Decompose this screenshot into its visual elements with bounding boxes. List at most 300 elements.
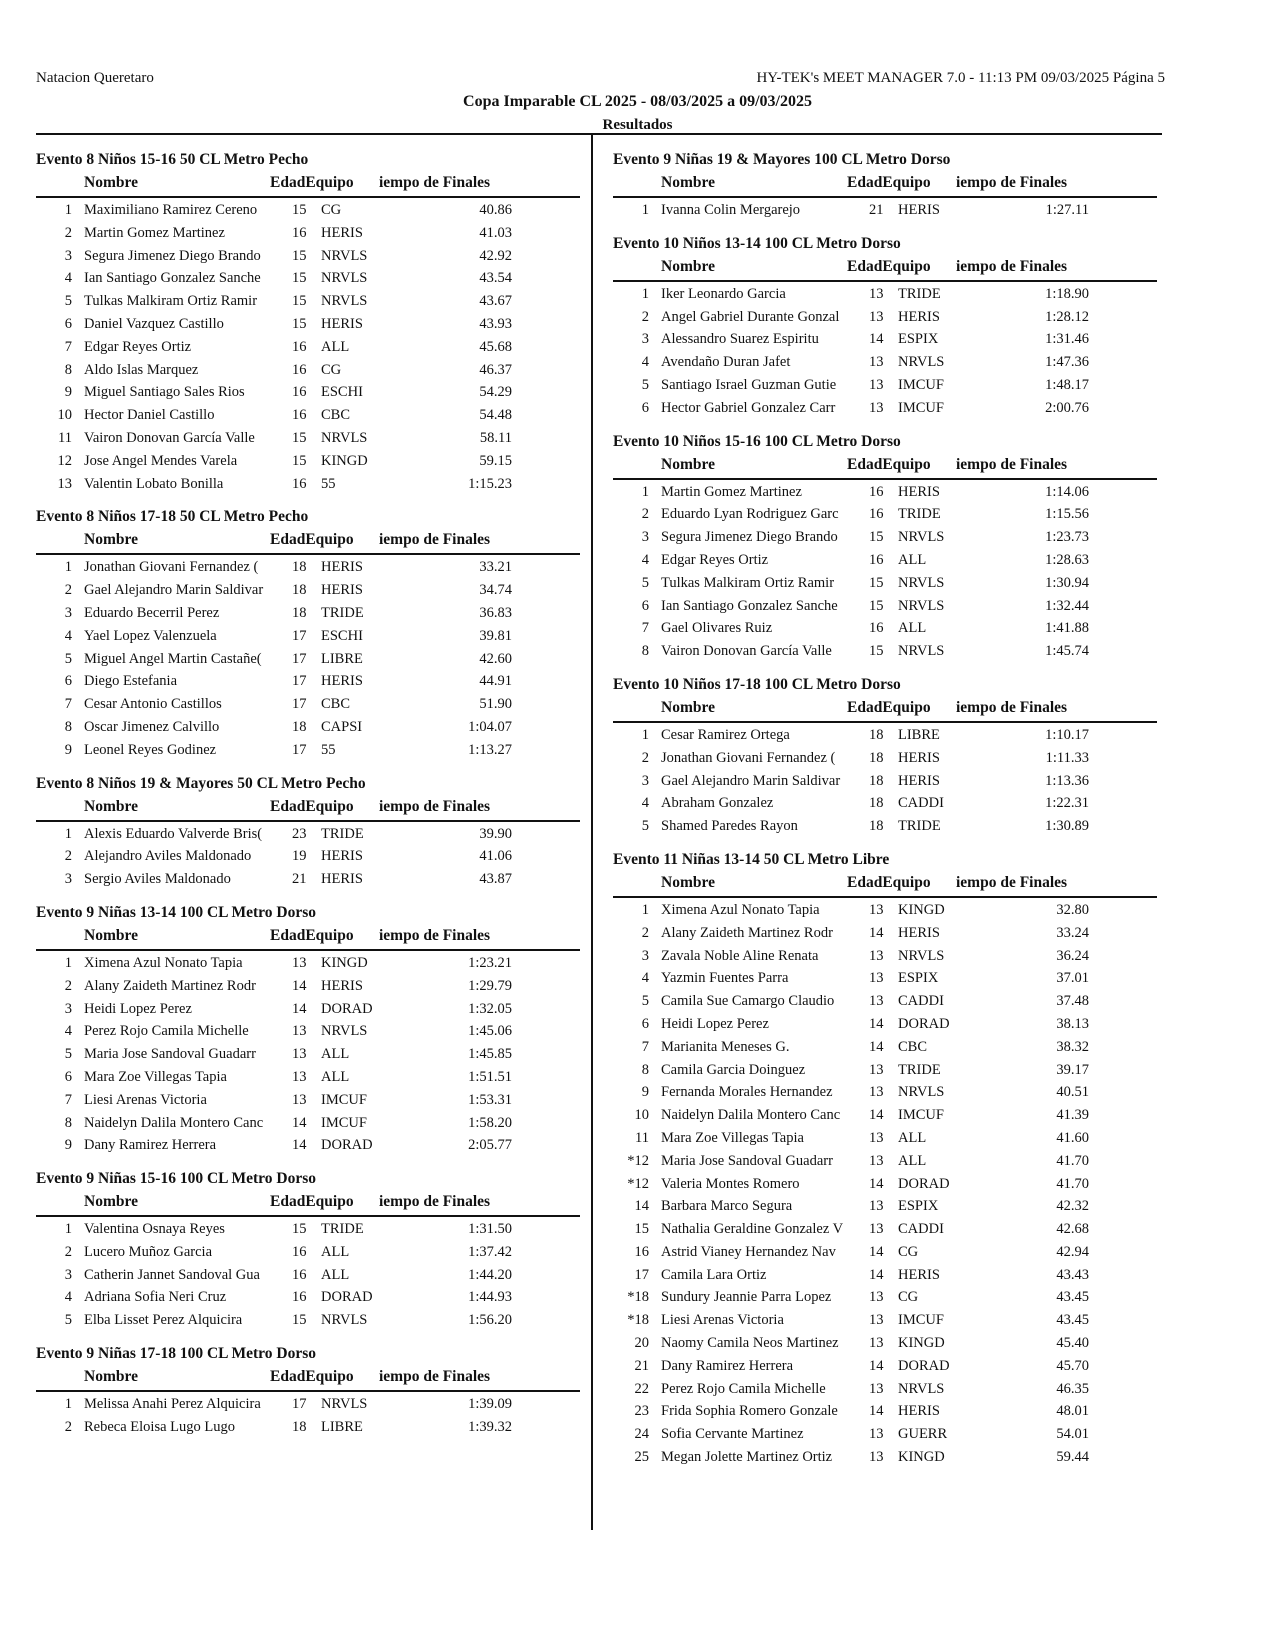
- place: 25: [634, 1449, 649, 1466]
- result-row: [613, 595, 1157, 618]
- team: NRVLS: [321, 1396, 368, 1413]
- final-time: 43.67: [479, 293, 512, 310]
- result-row: [613, 617, 1157, 640]
- age: 13: [869, 970, 884, 987]
- age: 16: [292, 407, 307, 424]
- age: 13: [869, 308, 884, 325]
- swimmer-name: Yazmin Fuentes Parra: [661, 970, 789, 987]
- header-name: Nombre: [661, 257, 715, 275]
- age: 18: [869, 749, 884, 766]
- swimmer-name: Aldo Islas Marquez: [84, 361, 199, 378]
- age: 15: [292, 315, 307, 332]
- place: 10: [634, 1107, 649, 1124]
- age: 21: [292, 871, 307, 888]
- age: 18: [869, 795, 884, 812]
- team: GUERR: [898, 1426, 948, 1443]
- place: 4: [64, 627, 72, 644]
- age: 17: [292, 1396, 307, 1413]
- age: 15: [292, 1221, 307, 1238]
- final-time: 43.87: [479, 871, 512, 888]
- final-time: 1:29.79: [468, 977, 512, 994]
- place: 2: [641, 308, 649, 325]
- age: 15: [292, 1312, 307, 1329]
- age: 14: [869, 1243, 884, 1260]
- swimmer-name: Tulkas Malkiram Ortiz Ramir: [84, 293, 258, 310]
- result-row: [613, 1218, 1157, 1241]
- place: 2: [64, 1418, 72, 1435]
- result-row: [36, 1309, 580, 1332]
- swimmer-name: Mara Zoe Villegas Tapia: [84, 1068, 227, 1085]
- swimmer-name: Megan Jolette Martinez Ortiz: [661, 1449, 833, 1466]
- swimmer-name: Leonel Reyes Godinez: [84, 741, 217, 758]
- swimmer-name: Jose Angel Mendes Varela: [84, 452, 238, 469]
- age: 14: [869, 1357, 884, 1374]
- result-row: [36, 313, 580, 336]
- result-row: [613, 306, 1157, 329]
- software-info: HY-TEK's MEET MANAGER 7.0 - 11:13 PM 09/03/2025 Página 5: [756, 70, 1165, 86]
- swimmer-name: Jonathan Giovani Fernandez (: [661, 749, 836, 766]
- swimmer-name: Eduardo Becerril Perez: [84, 604, 220, 621]
- final-time: 1:31.50: [468, 1221, 512, 1238]
- age: 17: [292, 650, 307, 667]
- swimmer-name: Cesar Ramirez Ortega: [661, 726, 790, 743]
- age: 14: [869, 1015, 884, 1032]
- organization-name: Natacion Queretaro: [36, 70, 154, 86]
- result-row: [613, 1332, 1157, 1355]
- page-subtitle: Resultados: [602, 117, 673, 133]
- swimmer-name: Dany Ramirez Herrera: [84, 1137, 217, 1154]
- swimmer-name: Lucero Muñoz Garcia: [84, 1243, 213, 1260]
- team: 55: [321, 475, 336, 492]
- result-row: [36, 473, 580, 496]
- swimmer-name: Ximena Azul Nonato Tapia: [661, 901, 820, 918]
- swimmer-name: Zavala Noble Aline Renata: [661, 947, 819, 964]
- final-time: 37.01: [1056, 970, 1089, 987]
- team: DORAD: [321, 1000, 373, 1017]
- final-time: 1:53.31: [468, 1091, 512, 1108]
- final-time: 1:18.90: [1045, 285, 1089, 302]
- final-time: 43.54: [479, 270, 512, 287]
- place: 2: [64, 224, 72, 241]
- team: CG: [898, 1243, 919, 1260]
- age: 13: [292, 954, 307, 971]
- swimmer-name: Abraham Gonzalez: [661, 795, 774, 812]
- final-time: 2:00.76: [1045, 399, 1089, 416]
- swimmer-name: Angel Gabriel Durante Gonzal: [661, 308, 840, 325]
- result-row: [613, 351, 1157, 374]
- swimmer-name: Cesar Antonio Castillos: [84, 696, 222, 713]
- place: 6: [641, 1015, 649, 1032]
- result-row: [36, 868, 580, 891]
- place: 5: [641, 993, 649, 1010]
- swimmer-name: Ian Santiago Gonzalez Sanche: [661, 597, 838, 614]
- team: HERIS: [321, 224, 363, 241]
- final-time: 1:15.56: [1045, 506, 1089, 523]
- team: LIBRE: [321, 650, 363, 667]
- swimmer-name: Vairon Donovan García Valle: [84, 429, 255, 446]
- place: 16: [634, 1243, 649, 1260]
- swimmer-name: Barbara Marco Segura: [661, 1198, 793, 1215]
- header-age-team: EdadEquipo: [847, 698, 931, 716]
- final-time: 39.81: [479, 627, 512, 644]
- result-row: [36, 336, 580, 359]
- event-title: Evento 8 Niños 15-16 50 CL Metro Pecho: [36, 151, 309, 168]
- result-row: [36, 1112, 580, 1135]
- age: 14: [292, 1000, 307, 1017]
- event-title: Evento 10 Niños 17-18 100 CL Metro Dorso: [613, 675, 901, 693]
- result-row: [613, 792, 1157, 815]
- final-time: 1:14.06: [1045, 483, 1089, 500]
- place: 24: [634, 1426, 649, 1443]
- header-name: Nombre: [661, 698, 715, 716]
- place: 2: [641, 506, 649, 523]
- result-row: [613, 724, 1157, 747]
- header-age-team: EdadEquipo: [270, 1193, 354, 1211]
- place: 6: [641, 597, 649, 614]
- final-time: 41.70: [1056, 1152, 1089, 1169]
- swimmer-name: Vairon Donovan García Valle: [661, 643, 832, 660]
- age: 17: [292, 741, 307, 758]
- header-time: iempo de Finales: [956, 174, 1068, 191]
- swimmer-name: Jonathan Giovani Fernandez (: [84, 559, 259, 576]
- result-row: [613, 503, 1157, 526]
- swimmer-name: Sofia Cervante Martinez: [661, 1426, 804, 1443]
- swimmer-name: Gael Olivares Ruiz: [661, 620, 773, 637]
- result-row: [613, 1036, 1157, 1059]
- swimmer-name: Fernanda Morales Hernandez: [661, 1084, 833, 1101]
- age: 13: [869, 1198, 884, 1215]
- header-name: Nombre: [661, 455, 715, 473]
- result-row: [613, 1173, 1157, 1196]
- age: 13: [292, 1046, 307, 1063]
- result-row: [613, 526, 1157, 549]
- team: CG: [898, 1289, 919, 1306]
- left-column: [36, 150, 580, 1451]
- event-section: [36, 507, 580, 761]
- event-section: [613, 150, 1157, 222]
- final-time: 44.91: [479, 673, 512, 690]
- age: 13: [869, 354, 884, 371]
- swimmer-name: Valeria Montes Romero: [661, 1175, 800, 1192]
- header-age-team: EdadEquipo: [270, 1368, 354, 1386]
- result-row: [36, 290, 580, 313]
- swimmer-name: Mara Zoe Villegas Tapia: [661, 1129, 804, 1146]
- result-row: [613, 990, 1157, 1013]
- column-divider: [591, 135, 593, 1530]
- event-title: Evento 9 Niñas 19 & Mayores 100 CL Metro Dorso: [613, 151, 951, 168]
- team: HERIS: [898, 749, 940, 766]
- header-age-team: EdadEquipo: [270, 174, 354, 191]
- place: 2: [64, 848, 72, 865]
- team: NRVLS: [321, 1312, 368, 1329]
- header-name: Nombre: [84, 926, 138, 944]
- swimmer-name: Ian Santiago Gonzalez Sanche: [84, 270, 261, 287]
- header-age-team: EdadEquipo: [270, 797, 354, 815]
- team: NRVLS: [321, 270, 368, 287]
- result-row: [613, 1446, 1157, 1469]
- swimmer-name: Santiago Israel Guzman Gutie: [661, 376, 837, 393]
- age: 13: [869, 1084, 884, 1101]
- final-time: 1:23.73: [1045, 529, 1089, 546]
- place: 2: [641, 749, 649, 766]
- result-row: [36, 670, 580, 693]
- age: 13: [869, 1426, 884, 1443]
- team: IMCUF: [321, 1091, 367, 1108]
- event-title: Evento 8 Niños 19 & Mayores 50 CL Metro Pecho: [36, 774, 366, 792]
- final-time: 1:45.06: [468, 1023, 512, 1040]
- swimmer-name: Elba Lisset Perez Alquicira: [84, 1312, 243, 1329]
- final-time: 1:28.63: [1045, 551, 1089, 568]
- swimmer-name: Nathalia Geraldine Gonzalez V: [661, 1221, 844, 1238]
- event-section: [36, 903, 580, 1157]
- swimmer-name: Sundury Jeannie Parra Lopez: [661, 1289, 832, 1306]
- team: ALL: [898, 1129, 927, 1146]
- age: 13: [292, 1023, 307, 1040]
- result-row: [36, 556, 580, 579]
- place: 3: [64, 247, 72, 264]
- swimmer-name: Ivanna Colin Mergarejo: [661, 202, 801, 218]
- result-row: [613, 549, 1157, 572]
- place: 17: [634, 1266, 649, 1283]
- result-row: [36, 975, 580, 998]
- place: 4: [641, 795, 649, 812]
- swimmer-name: Naidelyn Dalila Montero Canc: [661, 1107, 841, 1124]
- result-row: [613, 481, 1157, 504]
- event-section: [36, 1169, 580, 1332]
- swimmer-name: Camila Sue Camargo Claudio: [661, 993, 835, 1010]
- final-time: 2:05.77: [468, 1137, 512, 1154]
- place: 4: [64, 1023, 72, 1040]
- result-row: [613, 815, 1157, 838]
- place: 2: [64, 1243, 72, 1260]
- swimmer-name: Maria Jose Sandoval Guadarr: [661, 1152, 833, 1169]
- age: 18: [869, 726, 884, 743]
- result-row: [36, 1286, 580, 1309]
- final-time: 59.15: [479, 452, 512, 469]
- final-time: 43.43: [1056, 1266, 1089, 1283]
- place: 1: [641, 901, 649, 918]
- team: KINGD: [898, 1335, 945, 1352]
- place: *18: [627, 1289, 649, 1306]
- team: HERIS: [321, 673, 363, 690]
- team: CG: [321, 202, 342, 218]
- age: 16: [292, 361, 307, 378]
- header-age-team: EdadEquipo: [270, 926, 354, 944]
- final-time: 1:13.36: [1045, 772, 1089, 789]
- swimmer-name: Hector Daniel Castillo: [84, 407, 215, 424]
- place: 15: [634, 1221, 649, 1238]
- result-row: [613, 967, 1157, 990]
- age: 13: [869, 1061, 884, 1078]
- age: 13: [292, 1091, 307, 1108]
- place: 8: [64, 1114, 72, 1131]
- place: 7: [641, 1038, 649, 1055]
- header-time: iempo de Finales: [956, 257, 1068, 275]
- result-row: [36, 579, 580, 602]
- swimmer-name: Eduardo Lyan Rodriguez Garc: [661, 506, 839, 523]
- age: 17: [292, 627, 307, 644]
- final-time: 42.32: [1056, 1198, 1089, 1215]
- place: 5: [641, 574, 649, 591]
- final-time: 43.45: [1056, 1312, 1089, 1329]
- final-time: 41.39: [1056, 1107, 1089, 1124]
- place: 8: [64, 718, 72, 735]
- result-row: [613, 1309, 1157, 1332]
- result-row: [36, 199, 580, 222]
- header-time: iempo de Finales: [956, 455, 1068, 473]
- team: DORAD: [898, 1175, 950, 1192]
- team: CBC: [321, 696, 351, 713]
- place: 6: [641, 399, 649, 416]
- meet-title: Copa Imparable CL 2025 - 08/03/2025 a 09/03/2025: [463, 93, 812, 110]
- place: 20: [634, 1335, 649, 1352]
- result-row: [613, 1241, 1157, 1264]
- swimmer-name: Diego Estefania: [84, 673, 178, 690]
- age: 14: [292, 1137, 307, 1154]
- swimmer-name: Marianita Meneses G.: [661, 1038, 790, 1055]
- age: 14: [869, 1107, 884, 1124]
- team: CAPSI: [321, 718, 363, 735]
- age: 18: [292, 718, 307, 735]
- header-name: Nombre: [661, 873, 715, 891]
- result-row: [36, 845, 580, 868]
- final-time: 39.17: [1056, 1061, 1089, 1078]
- result-row: [613, 1423, 1157, 1446]
- swimmer-name: Catherin Jannet Sandoval Gua: [84, 1266, 260, 1283]
- swimmer-name: Perez Rojo Camila Michelle: [84, 1023, 249, 1040]
- swimmer-name: Martin Gomez Martinez: [661, 483, 802, 500]
- swimmer-name: Alany Zaideth Martinez Rodr: [84, 977, 256, 994]
- final-time: 1:30.94: [1045, 574, 1089, 591]
- result-row: [613, 922, 1157, 945]
- event-section: [613, 850, 1157, 1469]
- swimmer-name: Shamed Paredes Rayon: [661, 818, 798, 835]
- team: NRVLS: [321, 429, 368, 446]
- event-title: Evento 10 Niños 13-14 100 CL Metro Dorso: [613, 234, 901, 252]
- final-time: 42.94: [1056, 1243, 1089, 1260]
- place: 7: [64, 696, 72, 713]
- swimmer-name: Avendaño Duran Jafet: [661, 354, 791, 371]
- age: 14: [869, 1175, 884, 1192]
- table-header: [613, 174, 1157, 198]
- result-row: [613, 747, 1157, 770]
- result-row: [613, 1104, 1157, 1127]
- result-row: [36, 1134, 580, 1157]
- result-row: [36, 998, 580, 1021]
- swimmer-name: Maria Jose Sandoval Guadarr: [84, 1046, 256, 1063]
- team: TRIDE: [898, 818, 941, 835]
- final-time: 1:56.20: [468, 1312, 512, 1329]
- final-time: 41.60: [1056, 1129, 1089, 1146]
- final-time: 1:32.05: [468, 1000, 512, 1017]
- final-time: 36.24: [1056, 947, 1089, 964]
- place: 8: [64, 361, 72, 378]
- final-time: 1:44.20: [468, 1266, 512, 1283]
- place: 2: [641, 924, 649, 941]
- place: 3: [641, 331, 649, 348]
- team: NRVLS: [898, 574, 945, 591]
- team: KINGD: [898, 901, 945, 918]
- place: 5: [641, 818, 649, 835]
- header-age-team: EdadEquipo: [847, 257, 931, 275]
- result-row: [613, 899, 1157, 922]
- table-header: [613, 258, 1157, 282]
- final-time: 40.51: [1056, 1084, 1089, 1101]
- header-time: iempo de Finales: [379, 926, 491, 944]
- final-time: 46.35: [1056, 1380, 1089, 1397]
- swimmer-name: Martin Gomez Martinez: [84, 224, 225, 241]
- team: CADDI: [898, 1221, 944, 1238]
- age: 21: [869, 202, 884, 218]
- place: 5: [64, 1046, 72, 1063]
- team: NRVLS: [898, 597, 945, 614]
- age: 13: [869, 1221, 884, 1238]
- final-time: 46.37: [479, 361, 512, 378]
- place: 1: [64, 1221, 72, 1238]
- place: 3: [64, 871, 72, 888]
- result-row: [36, 1241, 580, 1264]
- age: 14: [869, 1266, 884, 1283]
- place: 6: [64, 673, 72, 690]
- swimmer-name: Miguel Angel Martin Castañe(: [84, 650, 262, 667]
- age: 15: [292, 429, 307, 446]
- place: 4: [641, 551, 649, 568]
- team: ESPIX: [898, 970, 939, 987]
- swimmer-name: Daniel Vazquez Castillo: [84, 315, 224, 332]
- header-name: Nombre: [84, 1368, 138, 1386]
- result-row: [36, 823, 580, 846]
- team: DORAD: [321, 1289, 373, 1306]
- team: CBC: [321, 407, 351, 424]
- place: 8: [641, 1061, 649, 1078]
- place: 3: [64, 604, 72, 621]
- place: 9: [64, 741, 72, 758]
- age: 23: [292, 825, 307, 842]
- age: 15: [869, 597, 884, 614]
- final-time: 1:48.17: [1045, 376, 1089, 393]
- place: 4: [641, 354, 649, 371]
- place: 1: [64, 202, 72, 218]
- table-header: [36, 1368, 580, 1392]
- final-time: 33.24: [1056, 924, 1089, 941]
- header-time: iempo de Finales: [379, 1368, 491, 1386]
- swimmer-name: Edgar Reyes Ortiz: [84, 338, 192, 355]
- place: 5: [64, 293, 72, 310]
- team: IMCUF: [898, 1107, 944, 1124]
- swimmer-name: Heidi Lopez Perez: [84, 1000, 192, 1017]
- age: 16: [292, 1266, 307, 1283]
- age: 13: [869, 1335, 884, 1352]
- table-header: [613, 874, 1157, 898]
- team: IMCUF: [898, 399, 944, 416]
- place: 23: [634, 1403, 649, 1420]
- place: 4: [641, 970, 649, 987]
- team: NRVLS: [321, 1023, 368, 1040]
- header-age-team: EdadEquipo: [847, 455, 931, 473]
- final-time: 1:13.27: [468, 741, 512, 758]
- team: HERIS: [321, 315, 363, 332]
- team: ESPIX: [898, 331, 939, 348]
- result-row: [36, 1416, 580, 1439]
- age: 15: [292, 247, 307, 264]
- place: 6: [64, 1068, 72, 1085]
- final-time: 45.68: [479, 338, 512, 355]
- swimmer-name: Heidi Lopez Perez: [661, 1015, 769, 1032]
- table-header: [36, 531, 580, 555]
- age: 13: [869, 1129, 884, 1146]
- header-age-team: EdadEquipo: [270, 531, 354, 549]
- result-row: [613, 1286, 1157, 1309]
